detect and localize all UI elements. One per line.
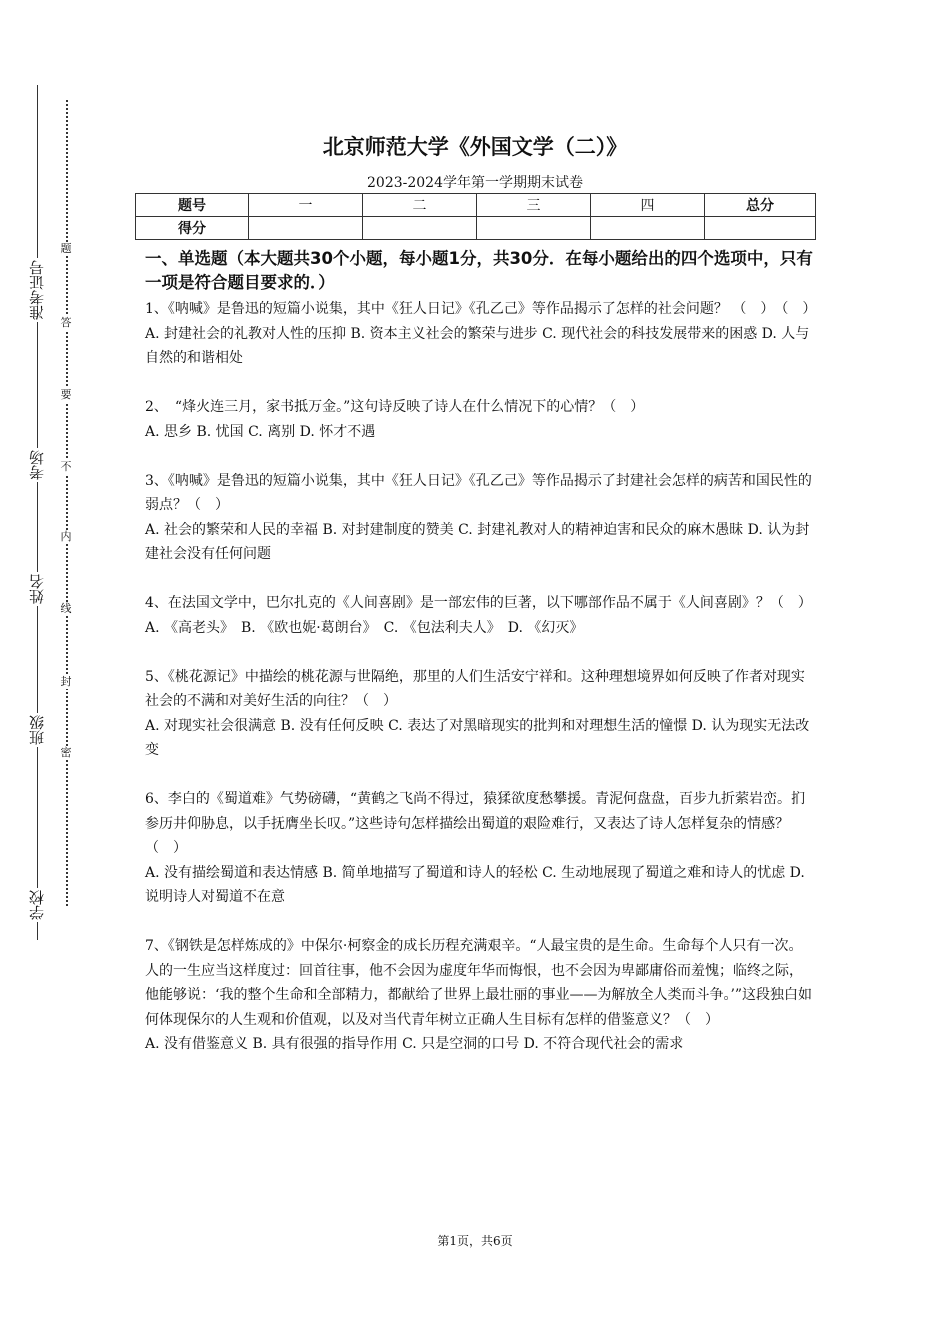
seal-dotted-line: [66, 100, 68, 906]
question-options: A. 思乡 B. 忧国 C. 离别 D. 怀才不遇: [145, 423, 376, 440]
seal-char: 题: [58, 242, 74, 256]
seal-char: 不: [58, 460, 74, 474]
seal-char: 内: [58, 530, 74, 544]
score-cell[interactable]: [249, 217, 363, 240]
question-options: A. 没有借鉴意义 B. 具有很强的指导作用 C. 只是空洞的口号 D. 不符合现代社会的需求: [145, 1036, 684, 1052]
question-options: A. 对现实社会很满意 B. 没有任何反映 C. 表达了对黑暗现实的批判和对理想生活的憧憬 D. 认为现实无法改变: [145, 717, 810, 758]
exam-title: 北京师范大学《外国文学（二）》: [322, 135, 628, 159]
question-item: [145, 469, 813, 567]
margin-label-class: 班级: [28, 715, 46, 745]
question-options: A. 没有描绘蜀道和表达情感 B. 简单地描写了蜀道和诗人的轻松 C. 生动地展现了蜀道之难和诗人的忧虑 D. 说明诗人对蜀道不在意: [145, 864, 805, 905]
question-item: [145, 297, 817, 371]
seal-char: 密: [58, 746, 74, 760]
seal-char: 要: [58, 388, 74, 402]
margin-label-name: 姓名: [28, 574, 46, 604]
question-stem: 2、 “烽火连三月，家书抵万金。”这句诗反映了诗人在什么情况下的心情？（ ）: [145, 399, 645, 415]
question-stem: 6、李白的《蜀道难》气势磅礴，“黄鹤之飞尚不得过，猿猱欲度愁攀援。青泥何盘盘，百步九折萦岩峦。扪参历井仰胁息，以手抚膺坐长叹。”这些诗句怎样描绘出蜀道的艰险难行，又表达了诗人怎样复杂的情感？（ ）: [145, 791, 806, 856]
question-stem: 7、《钢铁是怎样炼成的》中保尔·柯察金的成长历程充满艰辛。“人最宝贵的是生命。生命每个人只有一次。人的一生应当这样度过：回首往事，他不会因为虚度年华而悔恨，也不会因为卑鄙庸俗而羞愧；临终之际，他能够说：‘我的整个生命和全部精力，都献给了世界上最壮丽的事业——为解放全人类而斗争。’”这段独白如何体现保尔的人生观和价值观，以及对当代青年树立正确人生目标有怎样的借鉴意义？（ ）: [145, 938, 813, 1028]
score-header-cell: 二: [363, 194, 477, 217]
question-stem: 1、《呐喊》是鲁迅的短篇小说集，其中《狂人日记》《孔乙己》等作品揭示了怎样的社会问题？ （ ） （ ）: [145, 301, 817, 317]
score-header-cell: 四: [591, 194, 705, 217]
exam-subtitle: 2023-2024学年第一学期期末试卷: [367, 175, 583, 191]
margin-label-exam-id: 准考证号: [28, 260, 46, 320]
question-stem: 5、《桃花源记》中描绘的桃花源与世隔绝，那里的人们生活安宁祥和。这种理想境界如何反映了作者对现实社会的不满和对美好生活的向往？（ ）: [145, 668, 805, 709]
question-stem: 3、《呐喊》是鲁迅的短篇小说集，其中《狂人日记》《孔乙己》等作品揭示了封建社会怎样的病苦和国民性的弱点？（ ）: [145, 472, 812, 513]
score-table: [135, 193, 816, 240]
question-item: [145, 665, 813, 763]
score-table-header-row: [136, 194, 816, 217]
page-footer: 第1页，共6页: [437, 1234, 513, 1248]
question-options: A. 社会的繁荣和人民的幸福 B. 对封建制度的赞美 C. 封建礼教对人的精神迫害和民众的麻木愚昧 D. 认为封建社会没有任何问题: [145, 521, 810, 562]
score-cell[interactable]: [705, 217, 816, 240]
score-cell[interactable]: [591, 217, 705, 240]
question-item: [145, 934, 813, 1057]
score-header-cell: 三: [477, 194, 591, 217]
section-heading: 一、单选题（本大题共30个小题，每小题1分，共30分．在每小题给出的四个选项中，只有一项是符合题目要求的．）: [145, 249, 813, 292]
margin-label-school: 学校: [28, 890, 46, 920]
binding-margin: [0, 0, 130, 1344]
question-item: [145, 787, 813, 910]
question-item: [145, 591, 813, 640]
seal-char: 线: [58, 602, 74, 616]
seal-char: 答: [58, 316, 74, 330]
question-list: [145, 297, 817, 1081]
score-row-label: 得分: [136, 217, 249, 240]
score-table-score-row: [136, 217, 816, 240]
score-header-cell: 一: [249, 194, 363, 217]
question-options: A. 封建社会的礼教对人性的压抑 B. 资本主义社会的繁荣与进步 C. 现代社会的科技发展带来的困惑 D. 人与自然的和谐相处: [145, 325, 810, 366]
seal-char: 封: [58, 675, 74, 689]
question-stem: 4、在法国文学中，巴尔扎克的《人间喜剧》是一部宏伟的巨著，以下哪部作品不属于《人间喜剧》？（ ）: [145, 595, 812, 611]
score-header-cell: 题号: [136, 194, 249, 217]
binding-solid-line: [37, 85, 38, 940]
score-header-cell: 总分: [705, 194, 816, 217]
question-options: A. 《高老头》 B. 《欧也妮·葛朗台》 C. 《包法利夫人》 D. 《幻灭》: [145, 619, 584, 636]
score-cell[interactable]: [363, 217, 477, 240]
score-cell[interactable]: [477, 217, 591, 240]
question-item: [145, 395, 813, 444]
margin-label-exam-room: 考场: [28, 450, 46, 480]
